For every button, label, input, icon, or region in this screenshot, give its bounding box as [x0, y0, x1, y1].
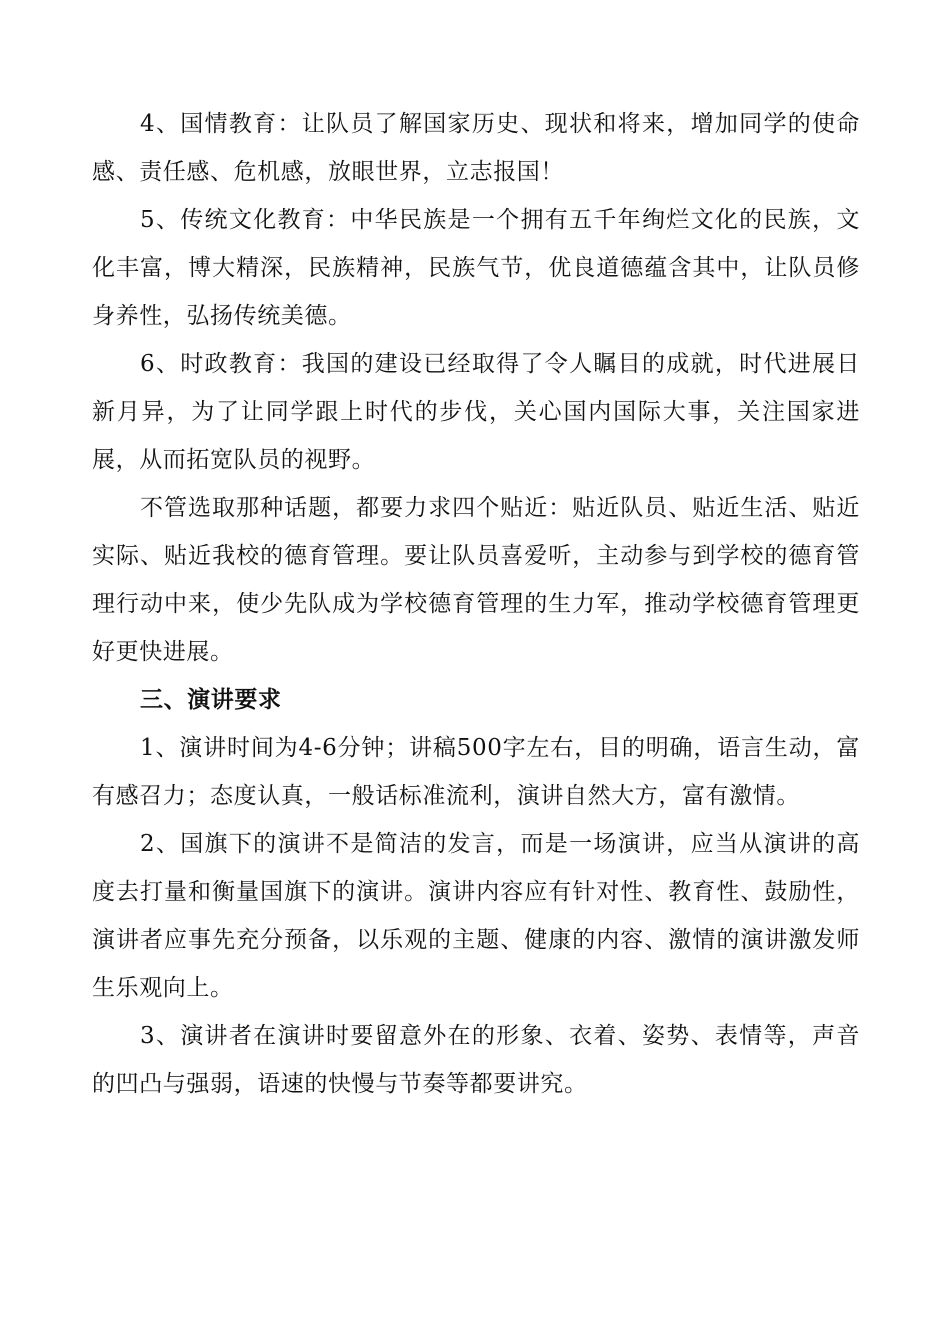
requirement-item-1: 1、演讲时间为4-6分钟；讲稿500字左右，目的明确，语言生动，富有感召力；态度认真，一般话标准流利，演讲自然大方，富有激情。 — [92, 735, 860, 809]
paragraph-national-education: 4、国情教育：让队员了解国家历史、现状和将来，增加同学的使命感、责任感、危机感，放眼世界，立志报国！ — [92, 111, 860, 185]
document-page — [92, 100, 860, 1108]
requirement-item-2: 2、国旗下的演讲不是简洁的发言，而是一场演讲，应当从演讲的高度去打量和衡量国旗下的演讲。演讲内容应有针对性、教育性、鼓励性，演讲者应事先充分预备，以乐观的主题、健康的内容、激情的演讲激发师生乐观向上。 — [92, 831, 860, 1001]
paragraph-traditional-culture: 5、传统文化教育：中华民族是一个拥有五千年绚烂文化的民族，文化丰富，博大精深，民族精神，民族气节，优良道德蕴含其中，让队员修身养性，弘扬传统美德。 — [92, 207, 860, 329]
paragraph-four-closeness: 不管选取那种话题，都要力求四个贴近：贴近队员、贴近生活、贴近实际、贴近我校的德育管理。要让队员喜爱听，主动参与到学校的德育管理行动中来，使少先队成为学校德育管理的生力军，推动学校德育管理更好更快进展。 — [92, 495, 860, 665]
paragraph-current-affairs: 6、时政教育：我国的建设已经取得了令人瞩目的成就，时代进展日新月异，为了让同学跟上时代的步伐，关心国内国际大事，关注国家进展，从而拓宽队员的视野。 — [92, 351, 860, 473]
requirement-item-3: 3、演讲者在演讲时要留意外在的形象、衣着、姿势、表情等，声音的凹凸与强弱，语速的快慢与节奏等都要讲究。 — [92, 1023, 860, 1097]
section-heading: 三、演讲要求 — [140, 686, 282, 713]
